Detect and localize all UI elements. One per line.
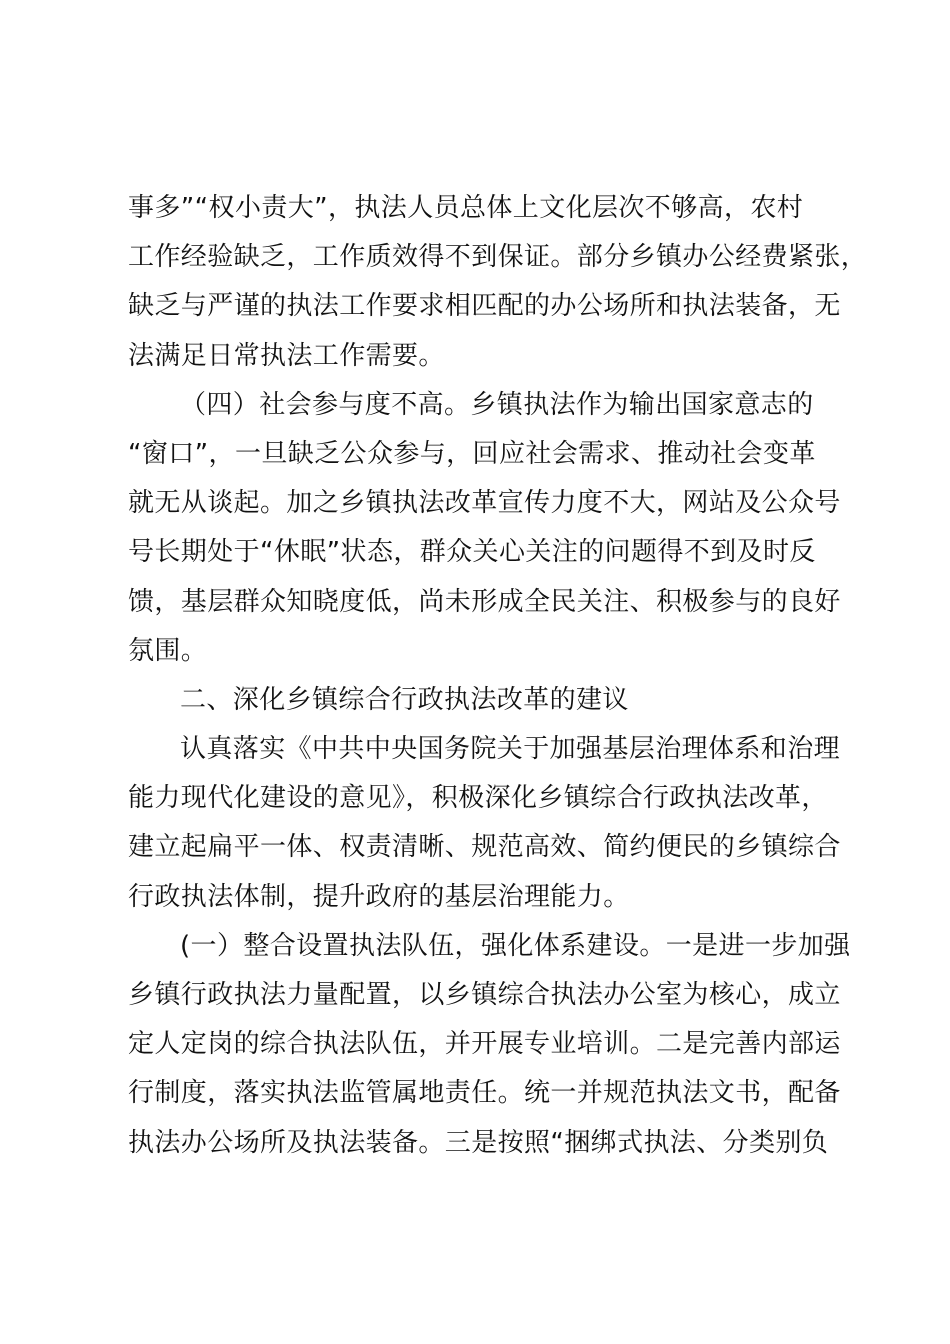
paragraph-heading-four: （四）社会参与度不高。乡镇执法作为输出国家意志的 <box>180 389 814 420</box>
text-line: 事多”“权小责大”，执法人员总体上文化层次不够高，农村 <box>128 193 804 223</box>
text-line: 定人定岗的综合执法队伍，并开展专业培训。二是完善内部运 <box>128 1029 841 1060</box>
text-line: 建立起扁平一体、权责清晰、规范高效、简约便民的乡镇综合 <box>128 832 841 863</box>
text-line: 氛围。 <box>128 635 208 666</box>
text-line: 执法办公场所及执法装备。三是按照“捆绑式执法、分类别负 <box>128 1127 829 1158</box>
body-text <box>128 184 868 1168</box>
text-line: “窗口”，一旦缺乏公众参与，回应社会需求、推动社会变革 <box>128 438 816 469</box>
text-line: 就无从谈起。加之乡镇执法改革宣传力度不大，网站及公众号 <box>128 488 841 519</box>
text-line: 工作经验缺乏，工作质效得不到保证。部分乡镇办公经费紧张， <box>128 242 868 273</box>
text-line: 缺乏与严谨的执法工作要求相匹配的办公场所和执法装备，无 <box>128 291 841 322</box>
text-line: 乡镇行政执法力量配置，以乡镇综合执法办公室为核心，成立 <box>128 980 841 1010</box>
text-line: 认真落实《中共中央国务院关于加强基层治理体系和治理 <box>180 734 841 765</box>
text-line: 行制度，落实执法监管属地责任。统一并规范执法文书，配备 <box>128 1078 841 1109</box>
text-line: 行政执法体制，提升政府的基层治理能力。 <box>128 881 630 912</box>
section-heading-two: 二、深化乡镇综合行政执法改革的建议 <box>180 684 629 715</box>
text-line: 号长期处于“休眠”状态，群众关心关注的问题得不到及时反 <box>128 537 816 568</box>
text-line: 能力现代化建设的意见》，积极深化乡镇综合行政执法改革， <box>128 783 828 814</box>
paragraph-heading-one: (一）整合设置执法队伍，强化体系建设。一是进一步加强 <box>180 930 851 961</box>
text-line: 馈，基层群众知晓度低，尚未形成全民关注、积极参与的良好 <box>128 586 841 617</box>
text-line: 法满足日常执法工作需要。 <box>128 340 445 371</box>
